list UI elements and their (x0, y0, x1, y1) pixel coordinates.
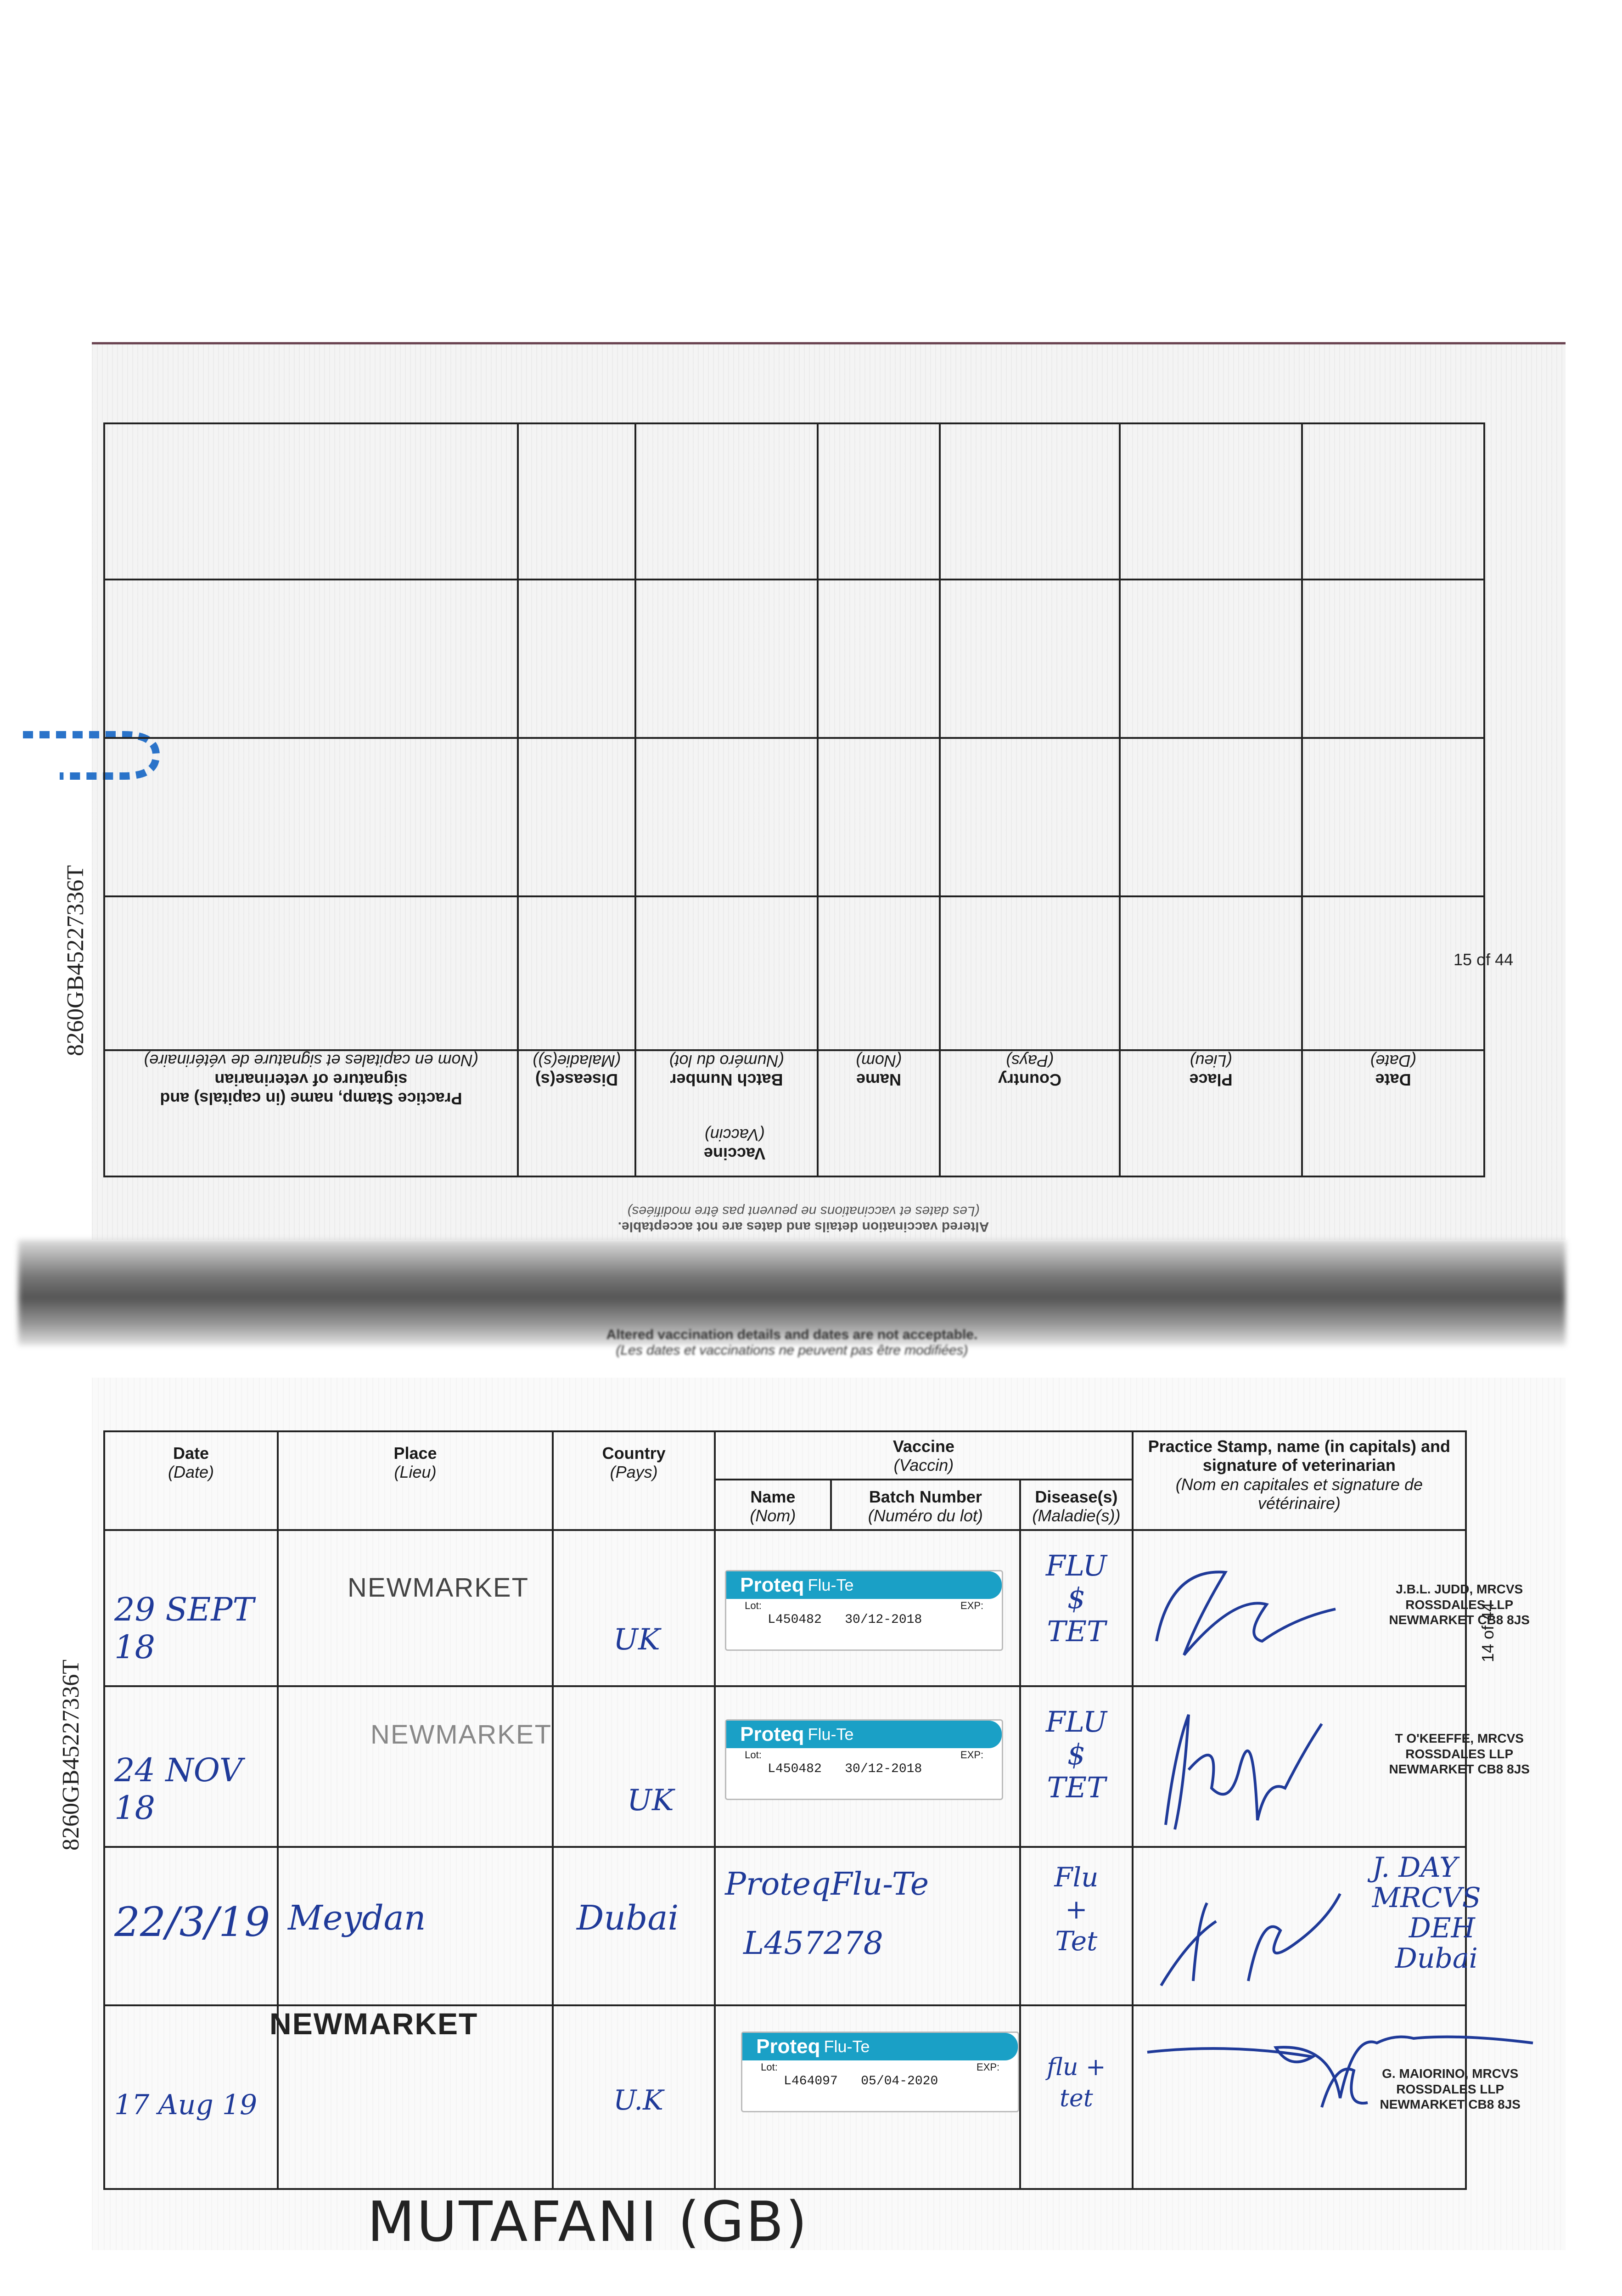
header-vet: Practice Stamp, name (in capitals) and signature of veterinarian (Nom en capitales et signature de vétérinaire) (1148, 1437, 1450, 1513)
row2-vaccine-label: Proteq Flu-Te Lot: EXP: L450482 30/12-2018 (725, 1719, 1003, 1800)
row4-disease: flu + tet (1047, 2054, 1106, 2112)
row1-exp: 30/12-2018 (845, 1613, 922, 1627)
row2-place: NEWMARKET (370, 1720, 552, 1750)
row4-vet-stamp: G. MAIORINO, MRCVS ROSSDALES LLP NEWMARKET CB8 8JS (1380, 2066, 1521, 2112)
row2-disease: FLU $ TET (1045, 1705, 1107, 1804)
header-name: Name (Nom) (750, 1487, 796, 1525)
row3-batch: L457278 (743, 1925, 883, 1962)
row1-date: 29 SEPT 18 (114, 1591, 254, 1666)
row4-date: 17 Aug 19 (114, 2089, 258, 2121)
header-place: Place (Lieu) (393, 1444, 437, 1482)
row4-vaccine-label: Proteq Flu-Te Lot: EXP: L464097 05/04-2020 (741, 2032, 1019, 2112)
document-id-upper: 8260GB45227336T (62, 865, 89, 1056)
row3-vaccine-name: ProteqFlu-Te (725, 1866, 929, 1902)
row1-place: NEWMARKET (348, 1573, 529, 1603)
header-batch: Batch Number (Numéro du lot) (868, 1487, 983, 1525)
upper-notice: Altered vaccination details and dates are not acceptable. (Les dates et vaccinations ne peuvent pas être modifiées) (617, 1204, 989, 1234)
upper-header-batch: Batch Number (Numéro du lot) (669, 1051, 784, 1089)
signature-3 (1143, 1875, 1363, 1999)
upper-header-vet: Practice Stamp, name (in capitals) and signature of veterinarian (Nom en capitales et signature de vétérinaire) (144, 1051, 478, 1109)
header-date: Date (Date) (168, 1444, 214, 1482)
header-vaccine: Vaccine (Vaccin) (892, 1437, 954, 1475)
table-row (104, 2005, 1466, 2189)
table-row (104, 1847, 1466, 2005)
row2-date: 24 NOV 18 (114, 1751, 243, 1827)
document-id-lower: 8260GB45227336T (58, 1660, 84, 1851)
row2-vet-stamp: T O'KEEFFE, MRCVS ROSSDALES LLP NEWMARKET CB8 8JS (1389, 1731, 1530, 1777)
row2-country: UK (627, 1784, 674, 1818)
row3-country: Dubai (577, 1898, 679, 1938)
upper-header-date: Date (Date) (1370, 1051, 1416, 1089)
page-number-upper: 15 of 44 (1454, 950, 1514, 969)
row1-vaccine-label: Proteq Flu-Te Lot: EXP: L450482 30/12-2018 (725, 1570, 1003, 1651)
row1-vet-stamp: J.B.L. JUDD, MRCVS ROSSDALES LLP NEWMARKET CB8 8JS (1389, 1582, 1530, 1627)
row2-exp: 30/12-2018 (845, 1762, 922, 1776)
upper-header-place: Place (Lieu) (1189, 1051, 1233, 1089)
page-number-lower: 14 of 44 (1478, 1602, 1497, 1662)
upper-vaccination-table (103, 422, 1485, 1177)
upper-header-disease: Disease(s) (Maladie(s)) (532, 1051, 621, 1089)
row3-date: 22/3/19 (114, 1898, 270, 1946)
row3-place: Meydan (288, 1898, 426, 1938)
row1-disease: FLU $ TET (1045, 1549, 1107, 1648)
header-country: Country (Pays) (602, 1444, 666, 1482)
row1-country: UK (613, 1623, 660, 1657)
row4-batch: L464097 (784, 2074, 838, 2088)
upper-header-name: Name (Nom) (855, 1051, 902, 1089)
row3-vet-handwritten: J. DAY MRCVS DEH Dubai (1372, 1851, 1481, 1975)
row4-place: NEWMARKET (269, 2007, 478, 2041)
table-row (104, 1530, 1466, 1686)
upper-header-vaccine: Vaccine (Vaccin) (703, 1125, 766, 1163)
horse-name: MUTAFANI (GB) (367, 2190, 809, 2254)
header-disease: Disease(s) (Maladie(s)) (1032, 1487, 1121, 1525)
table-row (104, 1686, 1466, 1847)
row4-country: U.K (613, 2084, 664, 2116)
fold-notice: Altered vaccination details and dates are not acceptable. (Les dates et vaccinations ne peuvent pas être modifiées) (606, 1327, 978, 1358)
row1-batch: L450482 (768, 1613, 822, 1627)
row3-disease: Flu + Tet (1054, 1862, 1099, 1957)
upper-header-country: Country (Pays) (998, 1051, 1061, 1089)
row2-batch: L450482 (768, 1762, 822, 1776)
signature-2 (1147, 1696, 1340, 1839)
row4-exp: 05/04-2020 (861, 2074, 938, 2088)
signature-1 (1143, 1549, 1358, 1669)
